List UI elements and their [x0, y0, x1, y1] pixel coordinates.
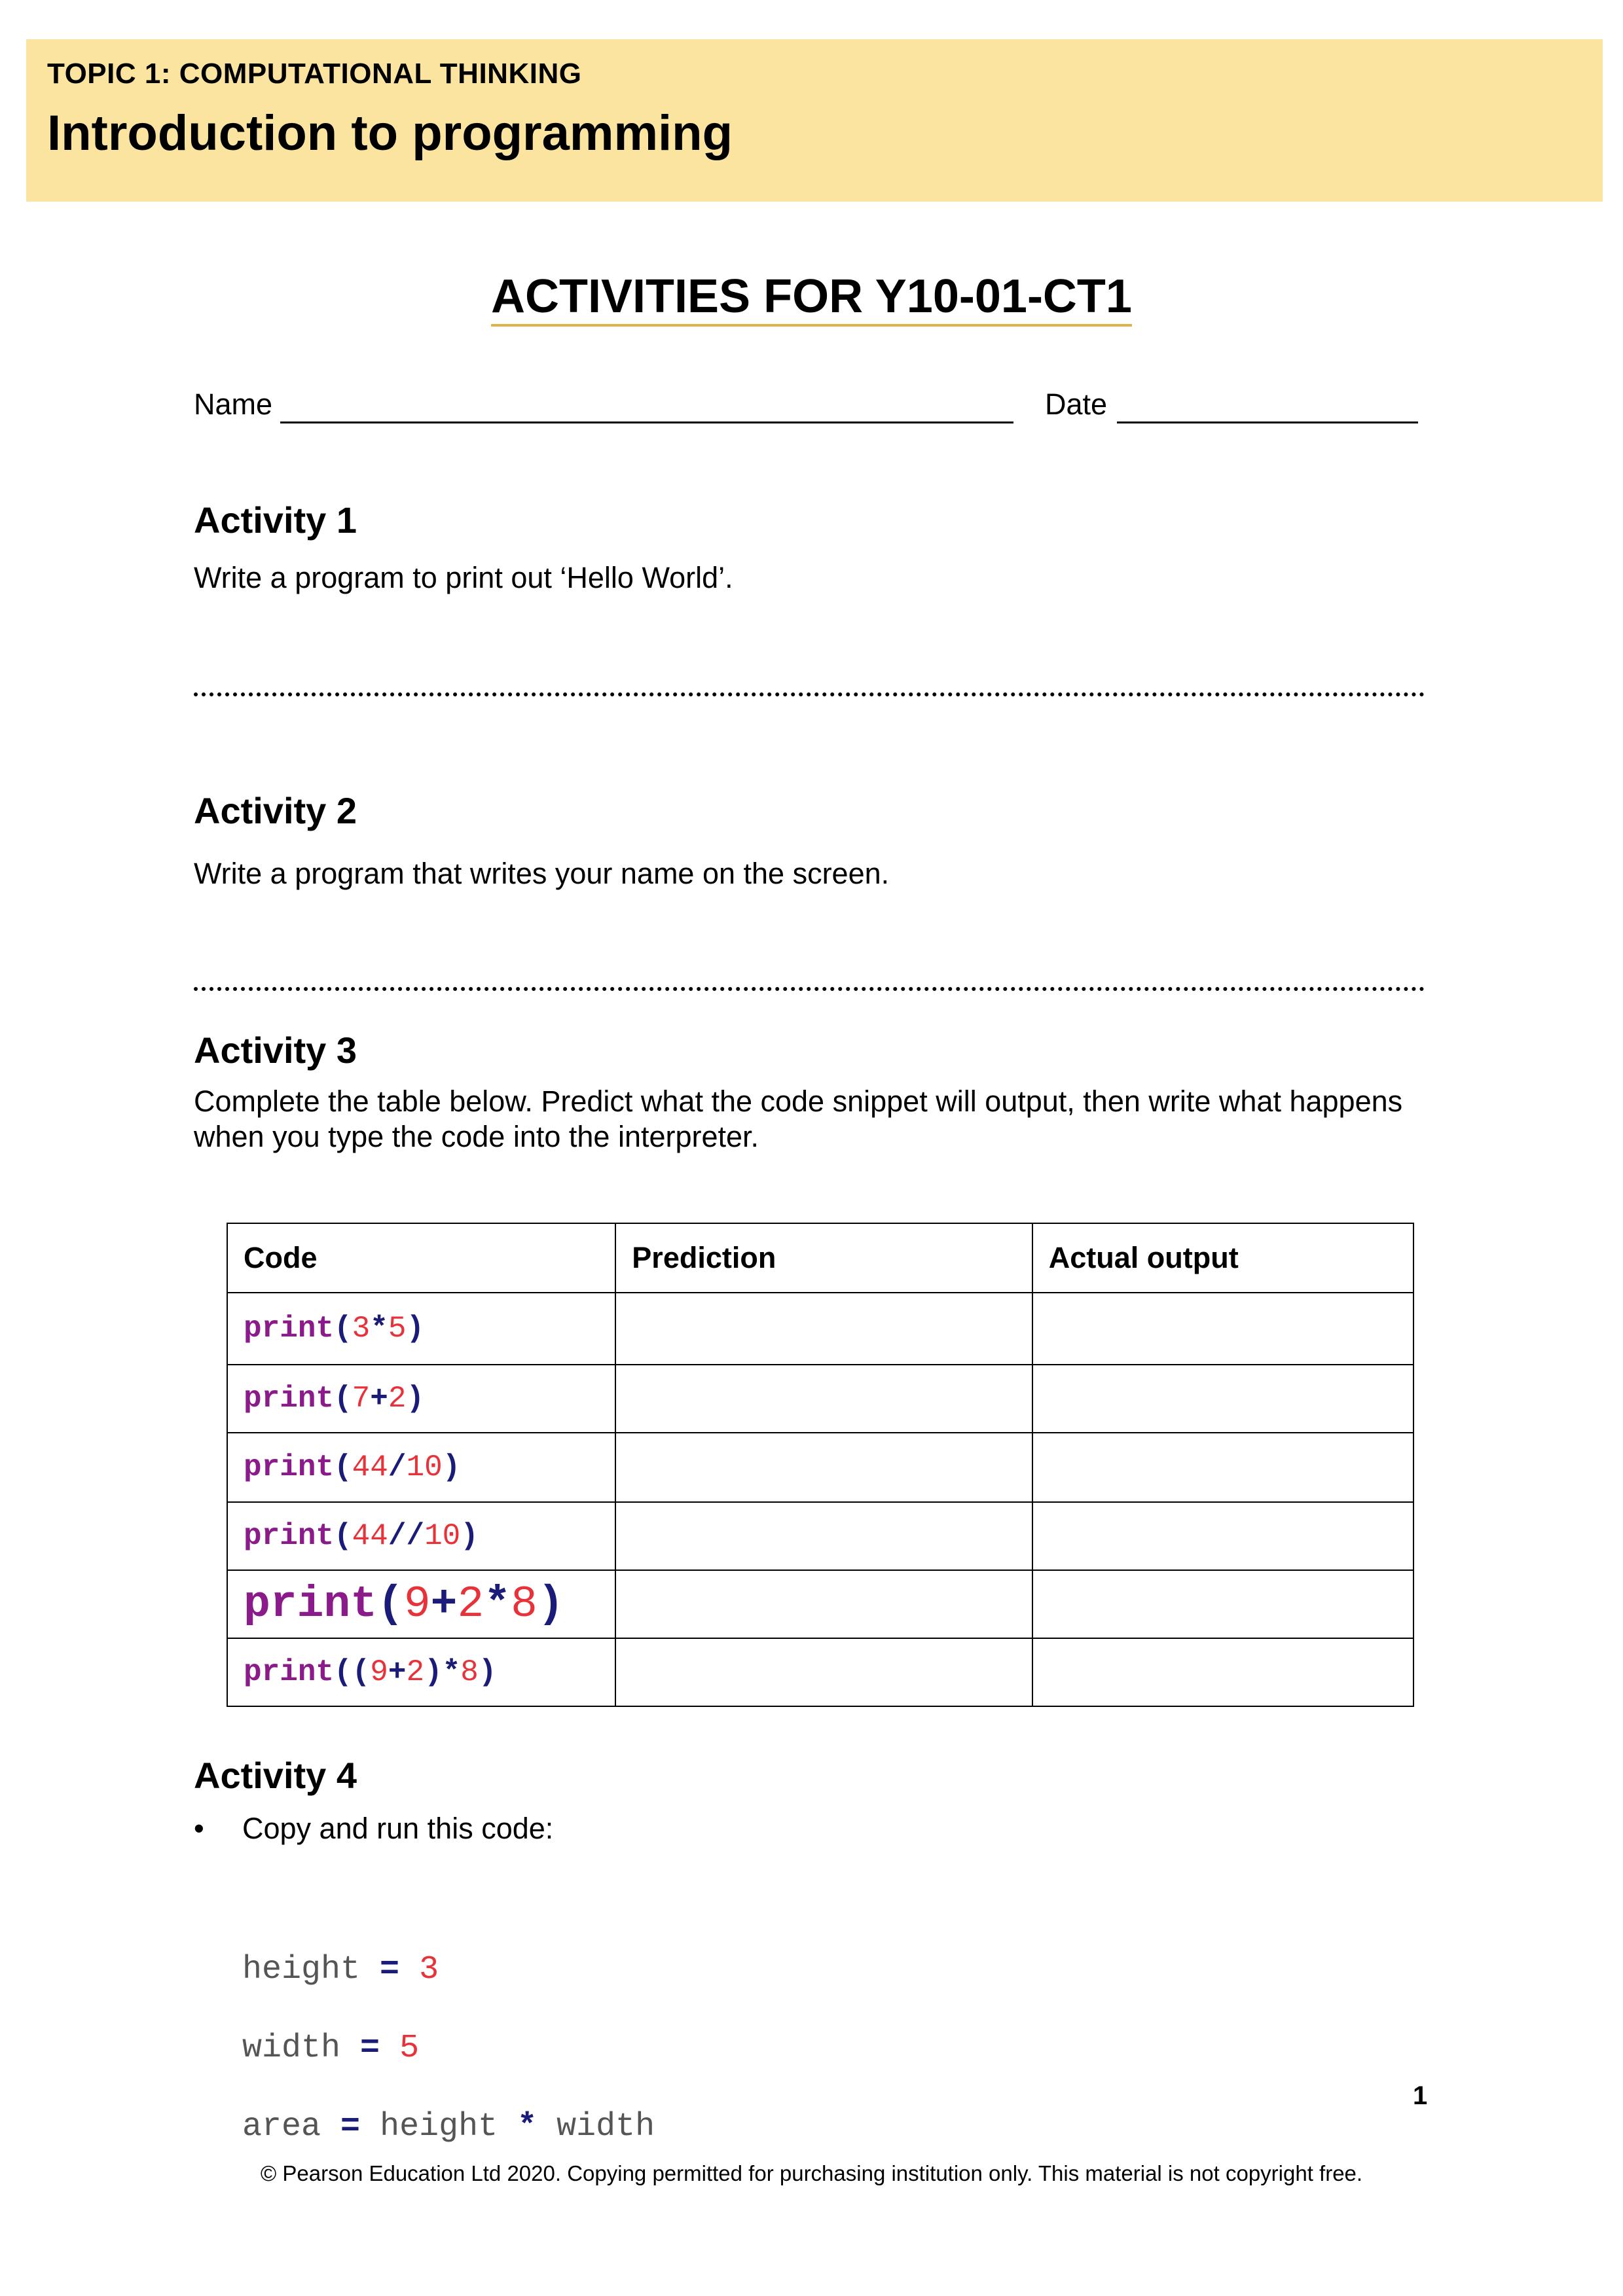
code-operator: *	[517, 2108, 538, 2145]
code-cell	[227, 1570, 615, 1638]
code-operator: +	[430, 1579, 458, 1630]
code-paren: (	[334, 1450, 352, 1484]
name-field[interactable]	[280, 422, 1013, 423]
code-variable: area	[242, 2108, 321, 2145]
code-keyword: print	[244, 1450, 335, 1484]
code-number: 44	[352, 1450, 388, 1484]
code-snippet	[244, 1579, 564, 1630]
table-row	[227, 1502, 1413, 1570]
code-line	[242, 2108, 655, 2147]
code-paren: )	[478, 1655, 497, 1689]
code-number: 8	[511, 1579, 538, 1630]
code-operator: =	[360, 2030, 380, 2067]
code-cell	[227, 1638, 615, 1706]
prediction-table	[227, 1223, 1414, 1707]
code-number: 9	[403, 1579, 431, 1630]
code-operator: +	[370, 1382, 388, 1416]
activity-4-instruction: Copy and run this code:	[242, 1812, 554, 1845]
code-keyword: print	[244, 1312, 335, 1346]
code-number: 10	[424, 1519, 461, 1553]
activity-2-answer-line[interactable]	[194, 987, 1425, 991]
actual-output-cell[interactable]	[1032, 1570, 1413, 1638]
actual-output-cell[interactable]	[1032, 1293, 1413, 1365]
name-label: Name	[194, 387, 273, 421]
actual-output-cell[interactable]	[1032, 1502, 1413, 1570]
code-snippet	[244, 1519, 479, 1553]
date-field[interactable]	[1117, 422, 1418, 423]
table-row	[227, 1433, 1413, 1502]
code-paren: (	[377, 1579, 404, 1630]
unit-title: Introduction to programming	[47, 105, 733, 161]
code-number: 10	[406, 1450, 443, 1484]
code-operator: =	[340, 2108, 361, 2145]
code-variable: width	[242, 2030, 341, 2067]
code-operator: =	[380, 1951, 400, 1988]
code-paren: )	[406, 1312, 425, 1346]
code-number: 8	[460, 1655, 479, 1689]
code-line	[242, 1950, 655, 1990]
name-date-row	[194, 387, 1438, 427]
activity-3-text	[194, 1084, 1402, 1155]
code-cell	[227, 1502, 615, 1570]
activity-2-text: Write a program that writes your name on the screen.	[194, 857, 890, 890]
code-keyword: print	[244, 1579, 378, 1630]
code-number: 5	[399, 2030, 420, 2067]
activity-1-answer-line[interactable]	[194, 692, 1425, 696]
activity-1-heading: Activity 1	[194, 499, 357, 541]
code-paren: )	[406, 1382, 425, 1416]
code-operator: *	[484, 1579, 511, 1630]
table-row	[227, 1570, 1413, 1638]
prediction-cell[interactable]	[615, 1433, 1032, 1502]
code-cell	[227, 1433, 615, 1502]
code-variable: width	[556, 2108, 655, 2145]
actual-output-cell[interactable]	[1032, 1365, 1413, 1433]
code-number: 2	[457, 1579, 484, 1630]
code-keyword: print	[244, 1382, 335, 1416]
code-paren: )	[442, 1450, 461, 1484]
code-cell	[227, 1365, 615, 1433]
code-paren: (	[334, 1519, 352, 1553]
prediction-cell[interactable]	[615, 1293, 1032, 1365]
code-snippet	[244, 1382, 424, 1416]
code-number: 44	[352, 1519, 388, 1553]
code-operator: //	[388, 1519, 425, 1553]
code-number: 3	[419, 1951, 439, 1988]
prediction-cell[interactable]	[615, 1365, 1032, 1433]
code-paren: ((	[334, 1655, 371, 1689]
copyright-footer: © Pearson Education Ltd 2020. Copying permitted for purchasing institution only. This material is not copyright free.	[260, 2161, 1363, 2185]
code-keyword: print	[244, 1655, 335, 1689]
date-label: Date	[1045, 387, 1108, 421]
activity-4-code-block	[242, 1911, 655, 2186]
code-cell	[227, 1293, 615, 1365]
activity-3-text-line-1: Complete the table below. Predict what the code snippet will output, then write what happens	[194, 1085, 1403, 1118]
code-snippet	[244, 1312, 424, 1346]
page-number: 1	[1413, 2081, 1428, 2110]
activity-2-heading: Activity 2	[194, 790, 357, 831]
code-operator: /	[388, 1450, 407, 1484]
code-snippet	[244, 1450, 460, 1484]
activity-3-heading: Activity 3	[194, 1030, 357, 1071]
activity-4-heading: Activity 4	[194, 1755, 357, 1796]
table-header-row	[227, 1223, 1413, 1293]
table-row	[227, 1638, 1413, 1706]
prediction-cell[interactable]	[615, 1638, 1032, 1706]
code-number: 9	[370, 1655, 388, 1689]
prediction-cell[interactable]	[615, 1570, 1032, 1638]
table-row	[227, 1293, 1413, 1365]
code-paren: )	[537, 1579, 564, 1630]
code-paren: )	[460, 1519, 479, 1553]
table-row	[227, 1365, 1413, 1433]
code-number: 3	[352, 1312, 371, 1346]
prediction-cell[interactable]	[615, 1502, 1032, 1570]
code-number: 2	[406, 1655, 425, 1689]
bullet-icon: •	[194, 1812, 204, 1845]
header-actual-output: Actual output	[1032, 1223, 1413, 1293]
header-code: Code	[227, 1223, 615, 1293]
sheet-title	[0, 270, 1623, 323]
activity-3-text-line-2: when you type the code into the interpreter.	[194, 1120, 759, 1153]
actual-output-cell[interactable]	[1032, 1638, 1413, 1706]
code-number: 2	[388, 1382, 407, 1416]
topic-label: TOPIC 1: COMPUTATIONAL THINKING	[47, 58, 582, 90]
code-number: 5	[388, 1312, 407, 1346]
code-line	[242, 2029, 655, 2068]
code-number: 7	[352, 1382, 371, 1416]
code-variable: height	[380, 2108, 498, 2145]
code-variable: height	[242, 1951, 361, 1988]
code-paren: (	[334, 1312, 352, 1346]
code-paren: (	[334, 1382, 352, 1416]
code-operator: +	[388, 1655, 407, 1689]
code-paren: )	[424, 1655, 443, 1689]
code-snippet	[244, 1655, 497, 1689]
sheet-title-text: ACTIVITIES FOR Y10-01-CT1	[491, 270, 1132, 327]
code-keyword: print	[244, 1519, 335, 1553]
actual-output-cell[interactable]	[1032, 1433, 1413, 1502]
code-operator: *	[370, 1312, 388, 1346]
code-operator: *	[442, 1655, 461, 1689]
header-prediction: Prediction	[615, 1223, 1032, 1293]
activity-1-text: Write a program to print out ‘Hello World’.	[194, 561, 733, 594]
